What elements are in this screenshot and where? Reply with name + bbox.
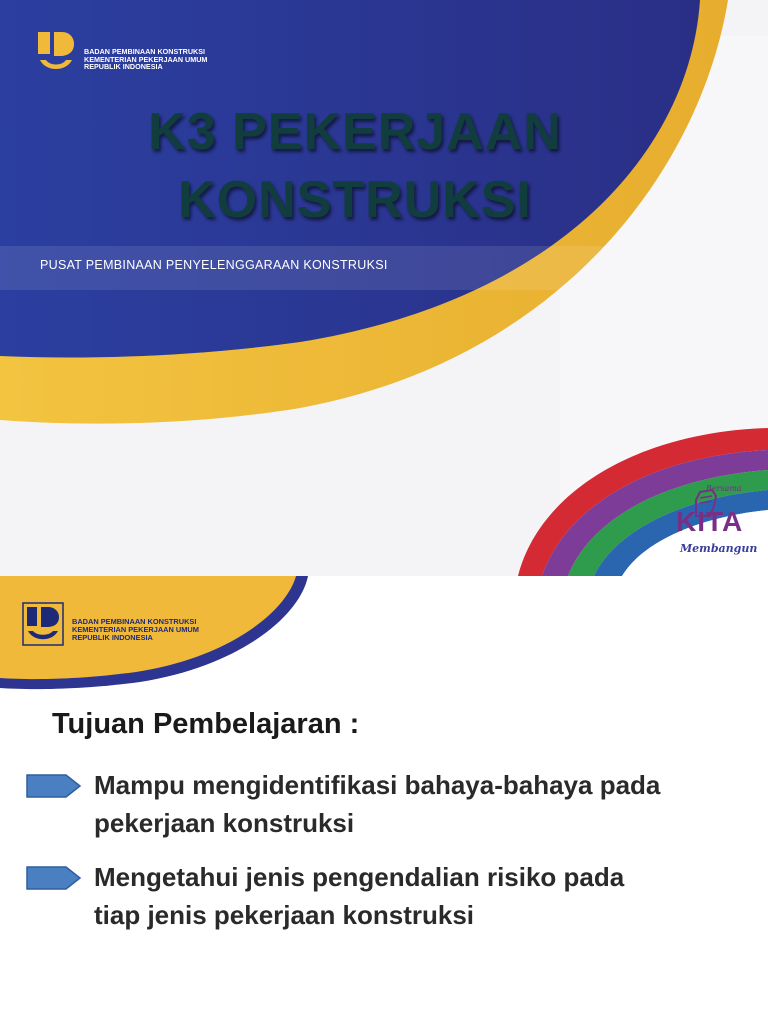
logo-line: KEMENTERIAN PEKERJAAN UMUM — [84, 54, 208, 64]
logo-line: BADAN PEMBINAAN KONSTRUKSI — [84, 47, 205, 56]
logo-line: REPUBLIK INDONESIA — [84, 62, 163, 72]
arrow-bullet-icon — [26, 864, 82, 892]
list-item — [26, 766, 746, 842]
list-item — [26, 858, 746, 934]
bullet-text — [94, 858, 624, 934]
learning-objectives-heading: Tujuan Pembelajaran : — [52, 708, 360, 740]
content-slide — [0, 576, 768, 1024]
bullet-line: Mengetahui jenis pengendalian risiko pada — [94, 862, 625, 892]
pu-logo — [22, 602, 199, 646]
logo-text — [72, 618, 199, 641]
badge-bottom-text: Membangun — [680, 542, 758, 555]
logo-line: BADAN PEMBINAAN KONSTRUKSI — [72, 617, 197, 626]
bullet-line: pekerjaan konstruksi — [94, 808, 355, 838]
badge-top-text: Bersama — [706, 484, 742, 493]
slide-subtitle: PUSAT PEMBINAAN PENYELENGGARAAN KONSTRUKSI — [40, 258, 388, 272]
logo-line: KEMENTERIAN PEKERJAAN UMUM — [72, 624, 199, 634]
slide-title-line-2: KONSTRUKSI — [178, 171, 532, 229]
pu-logo-icon — [36, 30, 76, 74]
logo-line: REPUBLIK INDONESIA — [72, 632, 153, 642]
bullet-line: tiap jenis pekerjaan konstruksi — [94, 900, 475, 930]
pu-logo — [36, 30, 207, 74]
badge-main-text: KITA — [676, 506, 744, 537]
logo-text — [84, 48, 207, 71]
bullet-line: Mampu mengidentifikasi bahaya-bahaya pada — [94, 770, 661, 800]
pu-logo-icon — [22, 602, 64, 646]
slide-title-line-1: K3 PEKERJAAN — [148, 103, 562, 161]
bullet-text — [94, 766, 660, 842]
arrow-bullet-icon — [26, 772, 82, 800]
